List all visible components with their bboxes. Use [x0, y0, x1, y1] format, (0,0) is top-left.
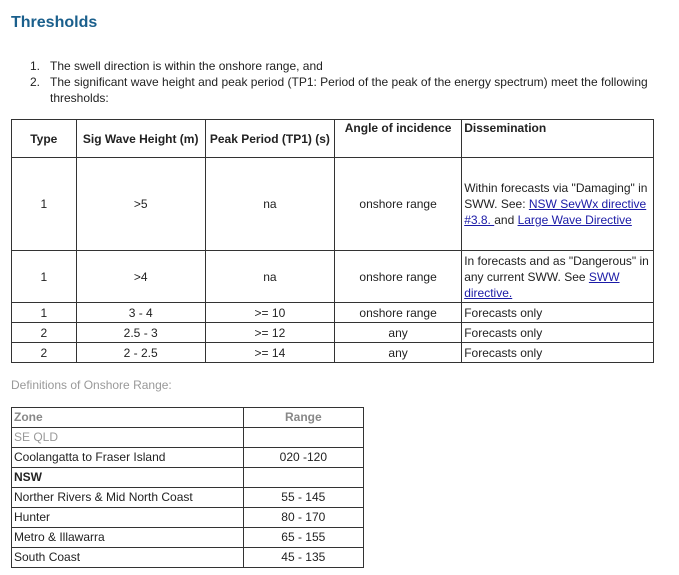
cell-height: 2 - 2.5	[76, 343, 205, 363]
cell-dissemination	[462, 158, 654, 251]
condition-text: The significant wave height and peak period (TP1: Period of the peak of the energy spectrum) meet the following thresholds:	[50, 75, 648, 105]
table-row	[12, 488, 364, 508]
condition-item	[30, 74, 660, 106]
cell-zone: Coolangatta to Fraser Island	[12, 448, 244, 468]
header-type: Type	[12, 120, 77, 158]
table-row	[12, 468, 364, 488]
table-row	[12, 508, 364, 528]
cell-dissemination: Forecasts only	[462, 323, 654, 343]
cell-range: 020 -120	[243, 448, 363, 468]
cell-angle: onshore range	[335, 158, 462, 251]
cell-period: >= 10	[205, 303, 334, 323]
table-row	[12, 343, 654, 363]
cell-period: >= 12	[205, 323, 334, 343]
cell-type: 1	[12, 158, 77, 251]
dissemination-text: In forecasts and as "Dangerous" in any current SWW. See	[464, 253, 649, 284]
condition-item	[30, 58, 660, 74]
table-row	[12, 428, 364, 448]
cell-height: >5	[76, 158, 205, 251]
cell-range: 80 - 170	[243, 508, 363, 528]
cell-angle: onshore range	[335, 251, 462, 303]
page-title: Thresholds	[11, 14, 98, 31]
nsw-sevwx-directive-link[interactable]: NSW SevWx directive #3.8.	[464, 197, 647, 227]
cell-zone: Norther Rivers & Mid North Coast	[12, 488, 244, 508]
cell-type: 1	[12, 303, 77, 323]
cell-dissemination: Forecasts only	[462, 303, 654, 323]
cell-zone: NSW	[12, 468, 244, 488]
cell-type: 1	[12, 251, 77, 303]
table-row	[12, 158, 654, 251]
condition-number: 1.	[30, 59, 41, 73]
cell-period: na	[205, 251, 334, 303]
cell-range: 55 - 145	[243, 488, 363, 508]
header-peak-period: Peak Period (TP1) (s)	[205, 120, 334, 158]
table-row	[12, 528, 364, 548]
thresholds-table	[11, 119, 654, 363]
header-sig-wave-height: Sig Wave Height (m)	[76, 120, 205, 158]
header-zone: Zone	[12, 408, 244, 428]
cell-range	[243, 428, 363, 448]
cell-range	[243, 468, 363, 488]
cell-period: na	[205, 158, 334, 251]
cell-angle: any	[335, 323, 462, 343]
sww-directive-link[interactable]: SWW directive.	[464, 269, 620, 300]
table-header-row	[12, 120, 654, 158]
cell-type: 2	[12, 323, 77, 343]
cell-period: >= 14	[205, 343, 334, 363]
condition-number: 2.	[30, 75, 41, 89]
cell-height: 2.5 - 3	[76, 323, 205, 343]
definitions-label: Definitions of Onshore Range:	[11, 378, 172, 392]
header-range: Range	[243, 408, 363, 428]
cell-range: 45 - 135	[243, 548, 363, 568]
cell-type: 2	[12, 343, 77, 363]
cell-zone: SE QLD	[12, 428, 244, 448]
cell-dissemination	[462, 251, 654, 303]
table-row	[12, 448, 364, 468]
cell-height: >4	[76, 251, 205, 303]
cell-angle: any	[335, 343, 462, 363]
table-row	[12, 323, 654, 343]
header-angle: Angle of incidence	[335, 120, 462, 158]
cell-dissemination: Forecasts only	[462, 343, 654, 363]
condition-text: The swell direction is within the onshore range, and	[50, 59, 323, 73]
cell-zone: South Coast	[12, 548, 244, 568]
dissemination-text: and	[494, 213, 518, 227]
onshore-range-table	[11, 407, 364, 568]
dissemination-text: Within forecasts via "Damaging" in SWW. See:	[464, 181, 648, 211]
conditions-list	[30, 58, 660, 106]
table-row	[12, 303, 654, 323]
table-row	[12, 548, 364, 568]
cell-zone: Metro & Illawarra	[12, 528, 244, 548]
large-wave-directive-link[interactable]: Large Wave Directive	[517, 213, 632, 227]
table-row	[12, 251, 654, 303]
header-dissemination: Dissemination	[462, 120, 654, 158]
table-header-row	[12, 408, 364, 428]
cell-range: 65 - 155	[243, 528, 363, 548]
cell-height: 3 - 4	[76, 303, 205, 323]
cell-angle: onshore range	[335, 303, 462, 323]
cell-zone: Hunter	[12, 508, 244, 528]
